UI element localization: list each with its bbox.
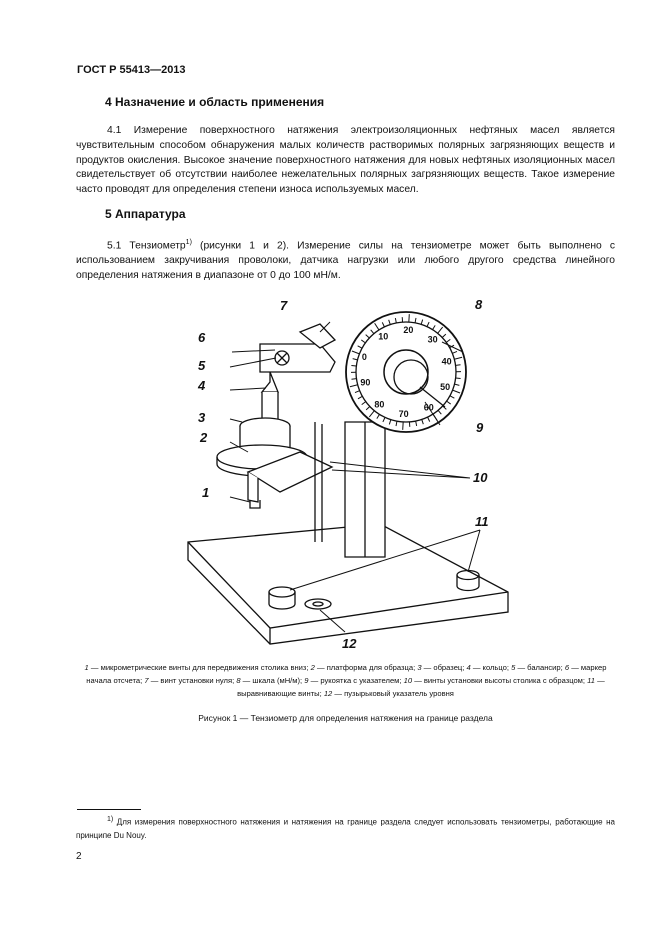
dial-tick (351, 365, 356, 366)
section-4-heading: 4 Назначение и область применения (105, 95, 325, 109)
dial-number: 90 (360, 377, 371, 388)
label-12: 12 (342, 636, 357, 651)
dial-number: 70 (398, 408, 409, 419)
label-1: 1 (202, 485, 210, 500)
balance-arm (260, 344, 335, 372)
label-9: 9 (476, 420, 484, 435)
dial-number: 60 (423, 402, 434, 413)
footnote-rule (77, 809, 141, 810)
page-number: 2 (76, 851, 82, 862)
footnote: $^{1)}$ Для измерения поверхностного натяжения и натяжения на границе раздела следует использовать тензиометры, работающие на принципе Du Nouy. (76, 816, 615, 841)
ring (262, 392, 278, 420)
dial-number: 80 (374, 399, 385, 410)
label-3: 3 (198, 410, 206, 425)
label-7: 7 (280, 298, 288, 313)
label-8: 8 (475, 297, 483, 312)
dial-number: 0 (361, 351, 367, 362)
section-5-heading: 5 Аппаратура (105, 207, 186, 221)
legend-item: 9 — рукоятка с указателем; (304, 676, 404, 685)
ring-hanger (262, 372, 278, 392)
figure-caption: Рисунок 1 — Тензиометр для определения натяжения на границе раздела (198, 713, 493, 723)
dial-tick (351, 379, 356, 380)
legend-item: 1 — микрометрические винты для передвижения столика вниз; (84, 663, 311, 672)
legend-item: 7 — винт установки нуля; (144, 676, 237, 685)
dial-number: 40 (441, 356, 452, 367)
footnote-ref: 1) (185, 239, 192, 246)
dial-tick (456, 365, 461, 366)
section-5-paragraph: 5.1 Тензиометр$^{1)}$ (рисунки 1 и 2). Измерение силы на тензиометре может быть выполнено с использованием закручивания проволоки, датчика нагрузки или любого другого средства линейного определения натяжения в диапазоне от 0 до 100 мН/м. (76, 239, 616, 282)
dial-number: 10 (378, 331, 389, 342)
label-5: 5 (198, 358, 206, 373)
label-11: 11 (475, 514, 489, 529)
legend-item: 11 — выравнивающие винты; (237, 676, 605, 698)
height-rod (315, 422, 322, 542)
label-6: 6 (198, 330, 206, 345)
legend-item: 2 — платформа для образца; (310, 663, 418, 672)
tensiometer-figure (170, 292, 515, 652)
label-10: 10 (473, 470, 488, 485)
dial-number: 20 (403, 325, 414, 336)
label-2: 2 (200, 430, 208, 445)
dial-number: 50 (440, 382, 451, 393)
label-4: 4 (198, 378, 206, 393)
legend-item: 10 — винты установки высоты столика с образцом; (403, 676, 588, 685)
legend-item: 6 — маркер начала отсчета; (86, 663, 607, 685)
legend-item: 8 — шкала (мН/м); (236, 676, 305, 685)
document-header: ГОСТ Р 55413—2013 (77, 64, 186, 76)
dial-number: 30 (427, 334, 438, 345)
legend-item: 12 — пузырьковый указатель уровня (323, 689, 454, 698)
figure-legend (76, 661, 615, 700)
section-4-paragraph: 4.1 Измерение поверхностного натяжения электроизоляционных нефтяных масел является чувствительным способом обнаружения малых количеств растворимых полярных загрязняющих веществ и продуктов окисления. Высокое значение поверхностного натяжения для новых нефтяных изоляционных масел свидетельствует об отсутствии наиболее нежелательных полярных загрязняющих веществ. Такое измерение часто проводят для определения степени износа используемых масел. (76, 125, 615, 196)
legend-item: 5 — балансир; (511, 663, 565, 672)
legend-item: 4 — кольцо; (466, 663, 512, 672)
legend-item: 3 — образец; (417, 663, 467, 672)
dial-tick (456, 378, 461, 379)
